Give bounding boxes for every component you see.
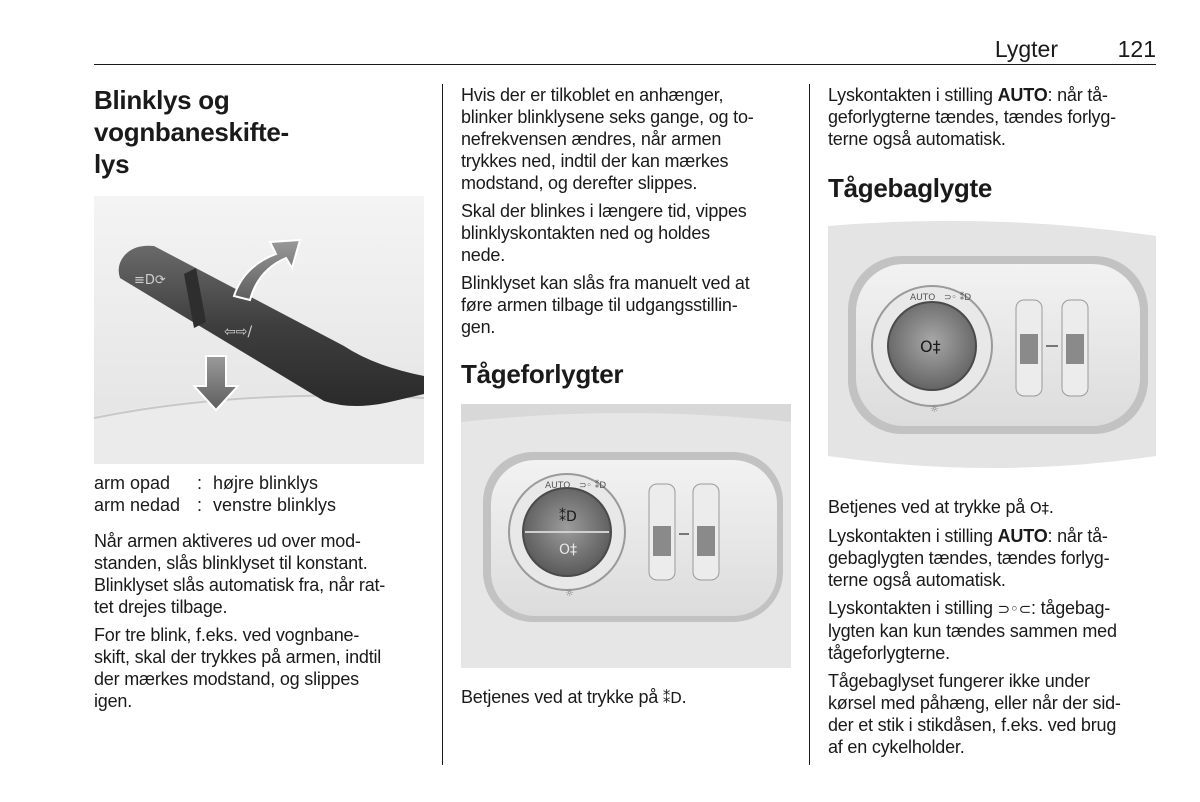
column-2 — [461, 84, 791, 715]
definition-separator: : — [197, 473, 203, 493]
paragraph: Tågebaglyset fungerer ikke under kørsel med påhæng, eller når der sid- der et stik i stikdåsen, f.eks. ved brug af en cykelholder. — [828, 671, 1121, 757]
section-heading: Blinklys og vognbaneskifte- lys — [94, 85, 289, 179]
rear-fog-light-switch-figure — [828, 216, 1156, 480]
definition-row — [94, 472, 424, 494]
svg-text:AUTO: AUTO — [910, 293, 936, 303]
paragraph-text: : når tå- gebaglygten tændes, tændes forlyg- terne også automatisk. — [828, 526, 1110, 590]
definition-desc: venstre blinklys — [213, 495, 337, 515]
svg-text:⊃◦ ⁑D: ⊃◦ ⁑D — [579, 481, 607, 491]
turn-signal-lever-figure — [94, 196, 424, 464]
svg-text:☼: ☼ — [930, 404, 939, 415]
page-number: 121 — [1117, 36, 1156, 62]
section-title: Lygter — [994, 36, 1058, 62]
paragraph: Når armen aktiveres ud over mod- standen, slås blinklyset til konstant. Blinklyset slås automatisk fra, når rat- tet drejes tilbage. — [94, 531, 386, 617]
paragraph: Skal der blinkes i længere tid, vippes blinklyskontakten ned og holdes nede. — [461, 201, 747, 265]
column-1 — [94, 84, 424, 718]
paragraph — [828, 84, 1158, 150]
column-divider — [809, 84, 810, 765]
definition-separator: : — [197, 495, 203, 515]
figure-caption — [828, 496, 1158, 519]
section-heading: Tågeforlygter — [461, 359, 624, 389]
definition-desc: højre blinklys — [213, 473, 319, 493]
auto-label: AUTO — [997, 526, 1048, 546]
caption-text: . — [681, 687, 687, 707]
svg-text:⁑D: ⁑D — [559, 509, 577, 525]
parking-light-icon: ⊃◦⊂ — [997, 600, 1032, 618]
paragraph — [828, 525, 1158, 591]
definition-row — [94, 494, 424, 516]
paragraph: Hvis der er tilkoblet en anhænger, blinker blinklysene seks gange, og to- nefrekvensen ændres, når armen trykkes ned, indtil der kan mærkes modstand, og derefter slippes. — [461, 85, 754, 193]
svg-text:O‡: O‡ — [559, 542, 578, 558]
caption-text: . — [1048, 497, 1054, 517]
front-fog-light-icon: ⁑D — [662, 689, 682, 707]
caption-text: Betjenes ved at trykke på — [461, 687, 663, 707]
paragraph — [828, 597, 1158, 664]
paragraph-text: Lyskontakten i stilling — [828, 526, 998, 546]
section-heading: Tågebaglygte — [828, 173, 992, 203]
paragraph: For tre blink, f.eks. ved vognbane- skift, skal der trykkes på armen, indtil der mærkes modstand, og slippes igen. — [94, 625, 382, 711]
svg-text:☼: ☼ — [565, 588, 574, 599]
auto-label: AUTO — [997, 85, 1048, 105]
svg-text:⊃◦ ⁑D: ⊃◦ ⁑D — [944, 293, 972, 303]
caption-text: Betjenes ved at trykke på — [828, 497, 1030, 517]
svg-text:⇦⇨/: ⇦⇨/ — [224, 324, 253, 340]
svg-text:O‡: O‡ — [920, 337, 941, 356]
paragraph-text: Lyskontakten i stilling — [828, 85, 998, 105]
direction-definition-list — [94, 472, 424, 516]
paragraph-text: Lyskontakten i stilling — [828, 598, 998, 618]
paragraph: Blinklyset kan slås fra manuelt ved at føre armen tilbage til udgangsstillin- gen. — [461, 273, 750, 337]
definition-term: arm nedad — [94, 495, 181, 515]
switch-auto-label: AUTO — [545, 481, 571, 491]
paragraph-text: : tågebag- lygten kan kun tændes sammen med tågeforlygterne. — [828, 598, 1117, 663]
front-fog-light-switch-figure — [461, 404, 791, 668]
svg-text:≡D⟳: ≡D⟳ — [134, 273, 166, 288]
page-header — [94, 28, 1156, 65]
column-3 — [828, 84, 1158, 764]
paragraph-text: : når tå- geforlygterne tændes, tændes forlyg- terne også automatisk. — [828, 85, 1116, 149]
rear-fog-light-icon: O‡ — [1029, 499, 1049, 517]
figure-caption — [461, 686, 791, 709]
column-divider — [442, 84, 443, 765]
definition-term: arm opad — [94, 473, 171, 493]
